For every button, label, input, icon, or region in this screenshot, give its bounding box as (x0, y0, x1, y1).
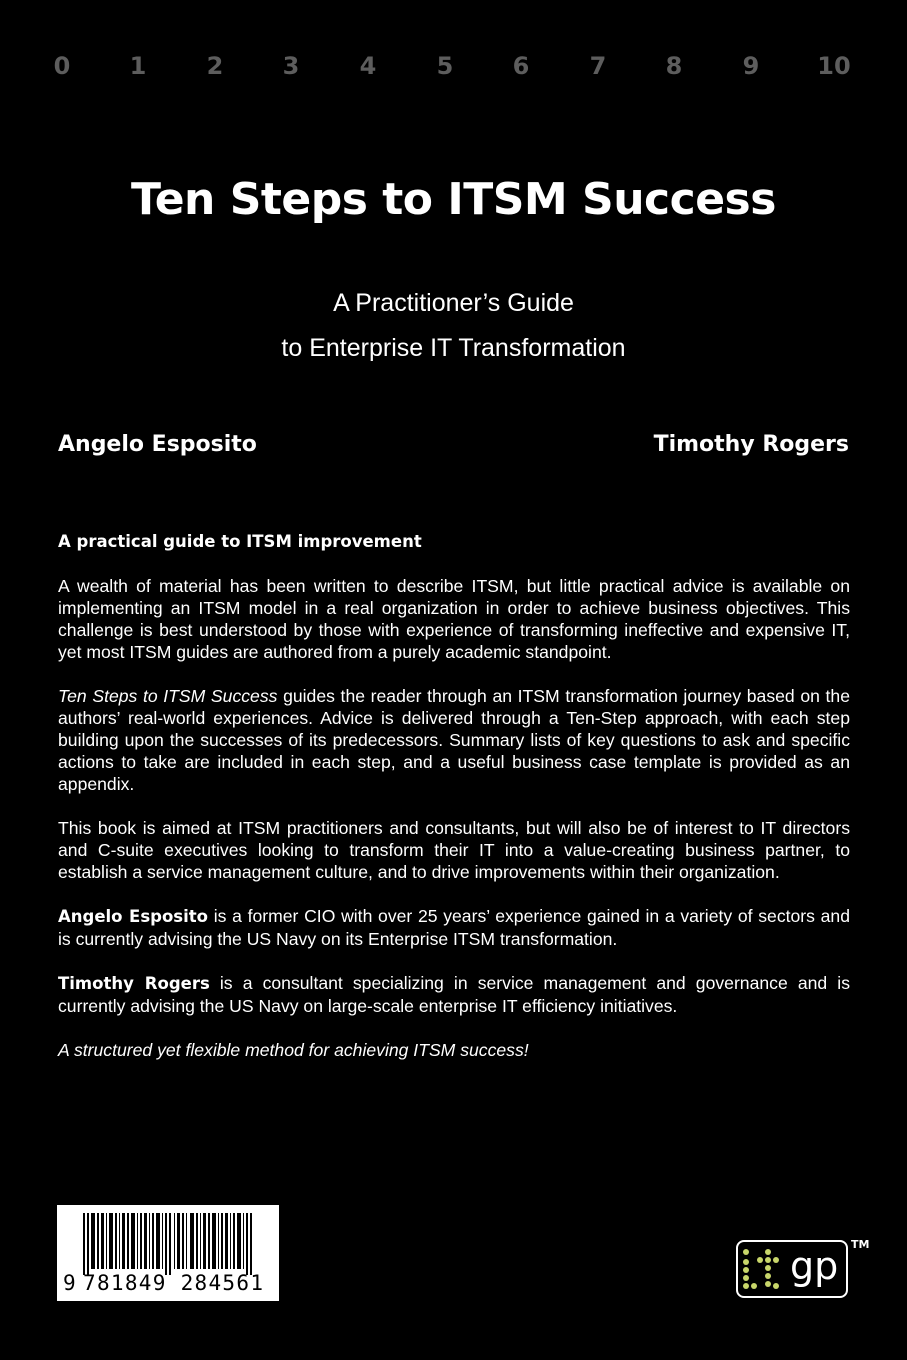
publisher-logo-text: gp (790, 1244, 839, 1288)
step-number: 0 (53, 52, 71, 80)
author-bio-name: Timothy Rogers (58, 974, 210, 993)
step-number: 5 (436, 52, 454, 80)
book-title: Ten Steps to ITSM Success (131, 174, 776, 225)
step-number-row (40, 52, 867, 88)
subtitle-line-2: to Enterprise IT Transformation (281, 334, 626, 362)
tagline: A structured yet flexible method for achieving ITSM success! (58, 1040, 529, 1060)
subtitle-line-1: A Practitioner’s Guide (333, 289, 574, 317)
step-number: 9 (742, 52, 760, 80)
blurb-heading: A practical guide to ITSM improvement (58, 532, 422, 551)
blurb-paragraph: A wealth of material has been written to describe ITSM, but little practical advice is available on implementing an ITSM model in a real organization in order to achieve business objectives. This challenge is best understood by those with experience of transforming ineffective and expensive IT, yet most ITSM guides are authored from a purely academic standpoint. (58, 576, 850, 662)
blurb (58, 531, 850, 1083)
blurb-paragraph: This book is aimed at ITSM practitioners and consultants, but will also be of interest to IT directors and C-suite executives looking to transform their IT into a value-creating business partner, to establish a service management culture, and to drive improvements within their organization. (58, 818, 850, 882)
step-number: 1 (129, 52, 147, 80)
isbn-digits: 781849 284561 (83, 1271, 265, 1295)
publisher-logo (736, 1240, 848, 1298)
author-bio (58, 972, 850, 1017)
step-number: 2 (206, 52, 224, 80)
book-title-inline: Ten Steps to ITSM Success (58, 686, 278, 706)
step-number: 8 (665, 52, 683, 80)
trademark-symbol: TM (851, 1238, 870, 1251)
author-bio-name: Angelo Esposito (58, 907, 208, 926)
it-dot-matrix-icon (742, 1248, 788, 1292)
step-number: 3 (282, 52, 300, 80)
step-number: 10 (817, 52, 851, 80)
step-number: 6 (512, 52, 530, 80)
author-left: Angelo Esposito (58, 432, 257, 457)
blurb-paragraph (58, 685, 850, 795)
blurb-paragraph-text: guides the reader through an ITSM transformation journey based on the authors’ real-world experiences. Advice is delivered through a Ten-Step approach, with each step building upon the successes of its predecessors. Summary lists of key questions to ask and specific actions to take are included in each step, and a useful business case template is provided as an appendix. (58, 686, 850, 794)
author-right: Timothy Rogers (653, 432, 849, 457)
step-number: 7 (589, 52, 607, 80)
author-bio (58, 905, 850, 950)
author-bio-text: is a former CIO with over 25 years’ experience gained in a variety of sectors and is currently advising the US Navy on its Enterprise ITSM transformation. (58, 906, 850, 949)
isbn-barcode (57, 1205, 279, 1301)
author-bio-text: is a consultant specializing in service management and governance and is currently advising the US Navy on large-scale enterprise IT efficiency initiatives. (58, 973, 851, 1016)
step-number: 4 (359, 52, 377, 80)
isbn-lead-digit: 9 (63, 1271, 76, 1295)
